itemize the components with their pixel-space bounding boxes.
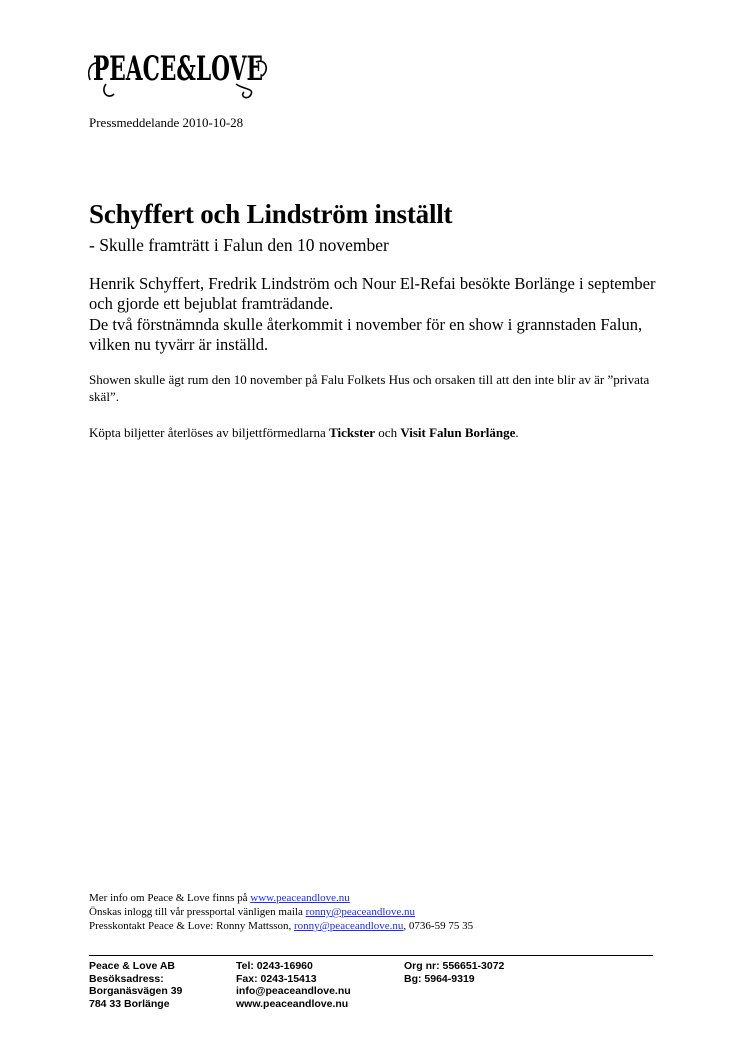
press-contact-text: Presskontakt Peace & Love: Ronny Mattsson,: [89, 920, 295, 932]
footer-line-more-info: [89, 891, 473, 905]
company-phone: Tel: 0243-16960: [236, 960, 313, 972]
company-contact-column: [236, 960, 351, 1010]
tickets-text: [89, 424, 669, 441]
company-name: Peace & Love AB: [89, 960, 175, 972]
tickets-text-mid: och: [375, 425, 401, 440]
company-website: www.peaceandlove.nu: [236, 997, 349, 1010]
logo-graphic: [86, 40, 270, 104]
visit-falun-borlange-name: Visit Falun Borlänge: [400, 425, 516, 440]
footer-info: [89, 891, 473, 933]
company-registration-column: [404, 960, 504, 985]
lead-sentence-1: Henrik Schyffert, Fredrik Lindström och Nour El-Refai besökte Borlänge i september och gjorde ett bejublat framträdande.: [89, 274, 656, 314]
tickets-text-post: .: [515, 425, 519, 440]
body-paragraph-show: [89, 371, 669, 405]
lead-sentence-2: De två förstnämnda skulle återkommit i november för en show i grannstaden Falun, vilken nu tyvärr är inställd.: [89, 314, 643, 354]
peace-and-love-logo: [86, 40, 270, 104]
logo-wordmark: PEACE&LOVE: [93, 49, 263, 89]
lead-paragraph: [89, 274, 669, 355]
postal-address: 784 33 Borlänge: [89, 997, 170, 1010]
press-portal-email-link[interactable]: ronny@peaceandlove.nu: [305, 906, 416, 918]
subheadline: - Skulle framträtt i Falun den 10 november: [89, 235, 389, 255]
company-email: info@peaceandlove.nu: [236, 985, 351, 997]
footer-line-press-portal: [89, 905, 473, 919]
bankgiro-number: Bg: 5964-9319: [404, 972, 475, 985]
press-release-date: Pressmeddelande 2010-10-28: [89, 115, 244, 130]
body-paragraph-tickets: [89, 424, 669, 441]
footer-divider: [89, 955, 653, 956]
press-portal-text: Önskas inlogg till vår pressportal vänligen maila: [89, 906, 306, 918]
company-address-column: [89, 960, 182, 1010]
show-text: Showen skulle ägt rum den 10 november på Falu Folkets Hus och orsaken till att den inte blir av är ”privata skäl”.: [89, 372, 650, 404]
street-address: Borganäsvägen 39: [89, 985, 183, 997]
footer-line-press-contact: [89, 919, 473, 933]
company-fax: Fax: 0243-15413: [236, 972, 317, 985]
website-link[interactable]: www.peaceandlove.nu: [250, 892, 350, 904]
tickets-text-pre: Köpta biljetter återlöses av biljettförmedlarna: [89, 425, 330, 440]
visit-address-label: Besöksadress:: [89, 972, 164, 985]
org-number: Org nr: 556651-3072: [404, 960, 505, 972]
more-info-text: Mer info om Peace & Love finns på: [89, 892, 251, 904]
tickster-name: Tickster: [329, 425, 376, 440]
press-contact-email-link[interactable]: ronny@peaceandlove.nu: [294, 920, 404, 932]
headline: Schyffert och Lindström inställt: [89, 199, 453, 229]
press-contact-phone: , 0736-59 75 35: [403, 920, 474, 932]
